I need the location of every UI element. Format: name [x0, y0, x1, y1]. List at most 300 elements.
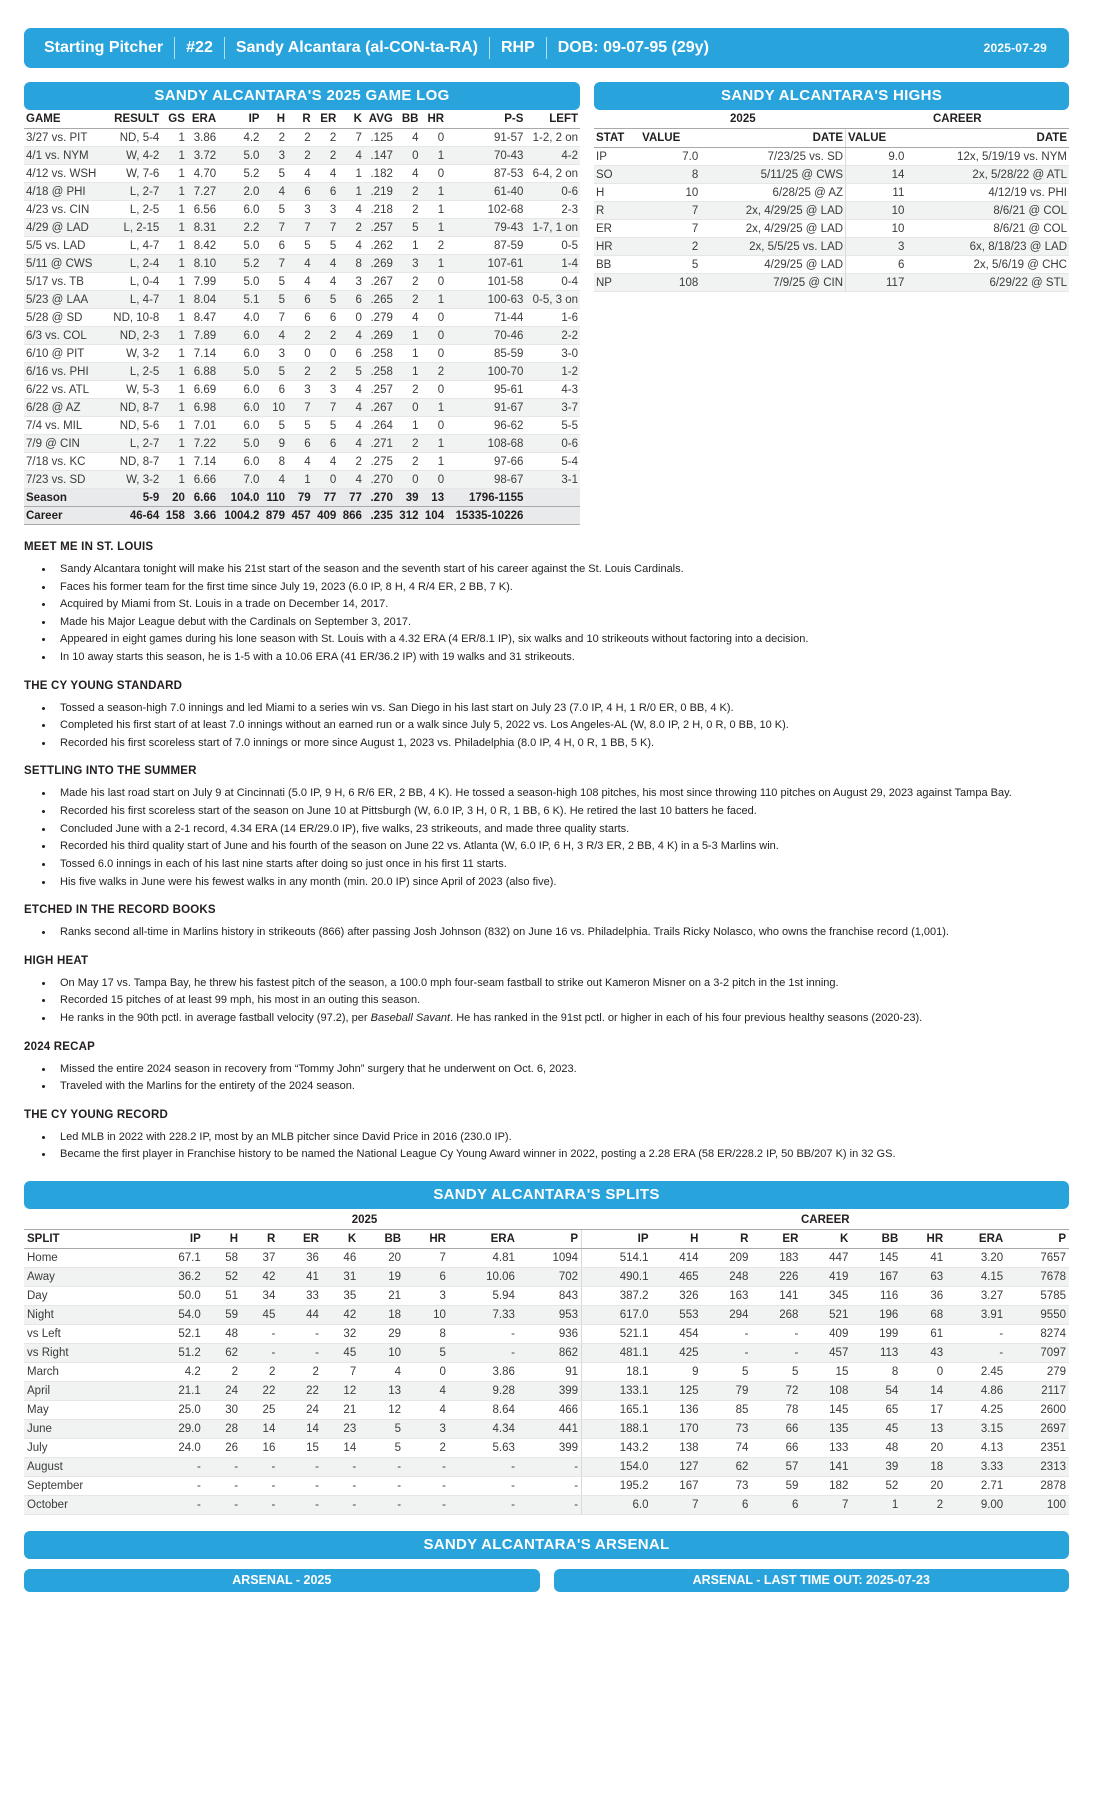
highs-cell: 2: [640, 238, 700, 256]
game-log-cell: 3-1: [525, 471, 580, 489]
splits-title: SANDY ALCANTARA'S SPLITS: [24, 1181, 1069, 1209]
splits-cell: -: [278, 1325, 322, 1344]
splits-cell: -: [241, 1496, 278, 1515]
game-log-cell: 6: [313, 309, 339, 327]
splits-cell: 135: [801, 1420, 851, 1439]
splits-cell: 457: [801, 1344, 851, 1363]
splits-cell: 5: [404, 1344, 449, 1363]
game-log-cell: 2: [287, 363, 313, 381]
game-log-cell: 1: [161, 453, 187, 471]
splits-cell: 17: [901, 1401, 946, 1420]
game-log-header-row: [24, 110, 580, 129]
game-log-cell: ND, 8-7: [106, 453, 161, 471]
splits-cell: 2600: [1006, 1401, 1069, 1420]
game-log-cell: 5.0: [218, 435, 261, 453]
splits-group-blank: [24, 1211, 147, 1230]
highs-cell: 10: [640, 184, 700, 202]
game-log-game: 7/18 vs. KC: [24, 453, 106, 471]
game-log-total-cell: 15335-10226: [446, 507, 525, 525]
splits-cell: 31: [322, 1268, 359, 1287]
game-log-cell: 1: [161, 147, 187, 165]
splits-cell: 521.1: [582, 1325, 652, 1344]
splits-cell: 2351: [1006, 1439, 1069, 1458]
splits-cell: 1: [851, 1496, 901, 1515]
splits-cell: 54.0: [147, 1306, 203, 1325]
splits-cell: 61: [901, 1325, 946, 1344]
game-log-col-bb: BB: [395, 110, 421, 129]
splits-group-2025: 2025: [147, 1211, 581, 1230]
splits-cell: 2313: [1006, 1458, 1069, 1477]
splits-cell: 91: [518, 1363, 582, 1382]
game-log-cell: 2: [338, 453, 364, 471]
game-log-cell: 5.1: [218, 291, 261, 309]
splits-cell: 52: [204, 1268, 241, 1287]
splits-cell: 7678: [1006, 1268, 1069, 1287]
game-log-cell: 0: [313, 471, 339, 489]
table-row: [24, 1401, 1069, 1420]
game-log-total-row: [24, 489, 580, 507]
game-log-cell: 4-2: [525, 147, 580, 165]
highs-stat-name: SO: [594, 166, 640, 184]
splits-cell: 2: [241, 1363, 278, 1382]
splits-cell: 387.2: [582, 1287, 652, 1306]
game-log-cell: 1: [420, 453, 446, 471]
table-row: [24, 129, 580, 147]
table-row: [24, 1287, 1069, 1306]
game-log-cell: 6.98: [187, 399, 218, 417]
game-log-cell: 7.99: [187, 273, 218, 291]
splits-cell: 170: [652, 1420, 702, 1439]
splits-cell: 24.0: [147, 1439, 203, 1458]
game-log-total-cell: 312: [395, 507, 421, 525]
splits-cell: 45: [851, 1420, 901, 1439]
game-log-total-cell: 866: [338, 507, 364, 525]
game-log-cell: 0: [395, 399, 421, 417]
game-log-cell: 6.0: [218, 399, 261, 417]
game-log-cell: 61-40: [446, 183, 525, 201]
splits-cell: 18: [359, 1306, 404, 1325]
game-log-cell: 4: [287, 273, 313, 291]
splits-cell: 133: [801, 1439, 851, 1458]
list-item: • Became the first player in Franchise history to be named the National League Cy Young Award winner in 2022, posting a 2.28 ERA (58 ER/228.2 IP, 50 BB/207 K) in 32 GS.: [54, 1147, 1069, 1163]
splits-row-label: July: [24, 1439, 147, 1458]
game-log-col-k: K: [338, 110, 364, 129]
splits-cell: 19: [359, 1268, 404, 1287]
note-block: [24, 765, 1069, 890]
table-row: [24, 453, 580, 471]
game-log-cell: 7.01: [187, 417, 218, 435]
splits-cell: 9: [652, 1363, 702, 1382]
game-log-cell: 1-4: [525, 255, 580, 273]
highs-body: [594, 148, 1069, 292]
table-row: [24, 273, 580, 291]
splits-cell: -: [404, 1458, 449, 1477]
game-log-cell: 5: [261, 291, 287, 309]
splits-cell: 28: [204, 1420, 241, 1439]
highs-stat-name: R: [594, 202, 640, 220]
splits-cell: 2: [901, 1496, 946, 1515]
table-row: [24, 291, 580, 309]
notes-section: [24, 541, 1069, 1163]
splits-cell: -: [359, 1477, 404, 1496]
game-log-cell: W, 3-2: [106, 345, 161, 363]
highs-panel: [594, 82, 1069, 292]
splits-col-14-k: K: [801, 1230, 851, 1249]
game-log-cell: .257: [364, 219, 395, 237]
game-log-cell: 4: [338, 147, 364, 165]
game-log-cell: 8.42: [187, 237, 218, 255]
game-log-cell: 6: [261, 237, 287, 255]
highs-stat-name: HR: [594, 238, 640, 256]
game-log-cell: .257: [364, 381, 395, 399]
splits-cell: 1094: [518, 1249, 582, 1268]
source-name: Baseball Savant: [370, 1011, 451, 1024]
game-log-cell: 0: [287, 345, 313, 363]
game-log-cell: 5: [313, 417, 339, 435]
splits-cell: 465: [652, 1268, 702, 1287]
splits-cell: 399: [518, 1382, 582, 1401]
splits-cell: 41: [901, 1249, 946, 1268]
game-log-cell: 5-5: [525, 417, 580, 435]
game-log-cell: ND, 8-7: [106, 399, 161, 417]
game-log-cell: 4: [313, 273, 339, 291]
game-log-cell: 1: [161, 309, 187, 327]
note-block: [24, 1041, 1069, 1095]
game-log-cell: 100-70: [446, 363, 525, 381]
list-item: • Tossed a season-high 7.0 innings and led Miami to a series win vs. San Diego in his last start on July 23 (7.0 IP, 4 H, 1 R/0 ER, 0 BB, 4 K).: [54, 701, 1069, 717]
game-log-cell: 7.0: [218, 471, 261, 489]
game-log-cell: 100-63: [446, 291, 525, 309]
splits-header-row: [24, 1230, 1069, 1249]
game-log-cell: 8: [338, 255, 364, 273]
splits-cell: 8274: [1006, 1325, 1069, 1344]
player-throwing-hand: RHP: [500, 39, 535, 56]
splits-cell: 3.15: [946, 1420, 1006, 1439]
table-row: [24, 1420, 1069, 1439]
splits-cell: 36: [278, 1249, 322, 1268]
splits-cell: 22: [278, 1382, 322, 1401]
game-log-cell: 95-61: [446, 381, 525, 399]
game-log-cell: 7.89: [187, 327, 218, 345]
splits-cell: 67.1: [147, 1249, 203, 1268]
splits-cell: 14: [241, 1420, 278, 1439]
game-log-col-result: RESULT: [106, 110, 161, 129]
table-row: [24, 1477, 1069, 1496]
game-log-total-cell: 13: [420, 489, 446, 507]
game-log-cell: 3-0: [525, 345, 580, 363]
highs-stat-name: ER: [594, 220, 640, 238]
splits-cell: 18: [901, 1458, 946, 1477]
game-log-cell: 91-57: [446, 129, 525, 147]
splits-cell: 141: [801, 1458, 851, 1477]
splits-cell: 936: [518, 1325, 582, 1344]
game-log-cell: ND, 2-3: [106, 327, 161, 345]
game-log-cell: 4: [287, 165, 313, 183]
game-log-total-cell: 879: [261, 507, 287, 525]
game-log-cell: 0: [420, 165, 446, 183]
game-log-cell: 0: [420, 345, 446, 363]
game-log-col-er: ER: [313, 110, 339, 129]
splits-cell: 21: [322, 1401, 359, 1420]
splits-col-13-er: ER: [751, 1230, 801, 1249]
game-log-cell: 4: [261, 471, 287, 489]
game-log-col-p-s: P-S: [446, 110, 525, 129]
splits-cell: 414: [652, 1249, 702, 1268]
splits-cell: 3.33: [946, 1458, 1006, 1477]
splits-cell: -: [518, 1458, 582, 1477]
game-log-cell: .219: [364, 183, 395, 201]
list-item: • Faces his former team for the first time since July 19, 2023 (6.0 IP, 8 H, 4 R/4 ER, 2 BB, 7 K).: [54, 580, 1069, 596]
game-log-cell: 6: [287, 435, 313, 453]
game-log-cell: 1: [395, 237, 421, 255]
splits-cell: 125: [652, 1382, 702, 1401]
game-log-game: 5/23 @ LAA: [24, 291, 106, 309]
highs-col-3: VALUE: [846, 129, 907, 148]
game-log-cell: 5.2: [218, 255, 261, 273]
splits-cell: 78: [751, 1401, 801, 1420]
highs-cell: 10: [846, 220, 907, 238]
game-log-total-cell: 46-64: [106, 507, 161, 525]
game-log-cell: 1: [420, 147, 446, 165]
game-log-cell: 0: [420, 273, 446, 291]
note-bullet-list: [54, 1062, 1069, 1095]
game-log-col-gs: GS: [161, 110, 187, 129]
table-row: [24, 345, 580, 363]
highs-stat-name: IP: [594, 148, 640, 166]
table-row: [24, 435, 580, 453]
splits-cell: 42: [241, 1268, 278, 1287]
splits-cell: -: [147, 1477, 203, 1496]
highs-cell: 4/12/19 vs. PHI: [906, 184, 1069, 202]
game-log-cell: 2: [287, 147, 313, 165]
game-log-cell: 4.0: [218, 309, 261, 327]
splits-row-label: Day: [24, 1287, 147, 1306]
note-title: MEET ME IN ST. LOUIS: [24, 541, 154, 553]
splits-cell: 100: [1006, 1496, 1069, 1515]
highs-cell: 2x, 4/29/25 @ LAD: [700, 202, 845, 220]
game-log-total-label: Career: [24, 507, 106, 525]
game-log-cell: 1: [161, 327, 187, 345]
splits-cell: 2.71: [946, 1477, 1006, 1496]
splits-row-label: vs Left: [24, 1325, 147, 1344]
game-log-total-cell: .270: [364, 489, 395, 507]
splits-cell: 13: [901, 1420, 946, 1439]
list-item: • Recorded his first scoreless start of 7.0 innings or more since August 1, 2023 vs. Philadelphia (8.0 IP, 4 H, 0 R, 1 BB, 5 K).: [54, 736, 1069, 752]
splits-col-15-bb: BB: [851, 1230, 901, 1249]
splits-cell: 26: [204, 1439, 241, 1458]
splits-cell: 141: [751, 1287, 801, 1306]
splits-cell: -: [359, 1496, 404, 1515]
splits-cell: -: [701, 1325, 751, 1344]
game-log-cell: 8.04: [187, 291, 218, 309]
splits-cell: 8.64: [449, 1401, 518, 1420]
game-log-cell: 4: [338, 327, 364, 345]
game-log-col-hr: HR: [420, 110, 446, 129]
splits-cell: 6: [701, 1496, 751, 1515]
splits-cell: 2: [278, 1363, 322, 1382]
list-item: • Recorded his first scoreless start of the season on June 10 at Pittsburgh (W, 6.0 IP, 3 H, 0 R, 1 BB, 6 K). He retired the last 10 batters he faced.: [54, 804, 1069, 820]
game-log-cell: 6.69: [187, 381, 218, 399]
game-log-total-row: [24, 507, 580, 525]
splits-cell: 702: [518, 1268, 582, 1287]
game-log-total-cell: 20: [161, 489, 187, 507]
player-header-banner: [24, 28, 1069, 68]
game-log-cell: L, 0-4: [106, 273, 161, 291]
game-log-cell: 7.14: [187, 345, 218, 363]
game-log-cell: .125: [364, 129, 395, 147]
splits-cell: 143.2: [582, 1439, 652, 1458]
game-log-cell: 2: [313, 147, 339, 165]
game-log-cell: 8.31: [187, 219, 218, 237]
splits-col-9-p: P: [518, 1230, 582, 1249]
splits-cell: 4.81: [449, 1249, 518, 1268]
splits-cell: 10: [359, 1344, 404, 1363]
game-log-cell: 6-4, 2 on: [525, 165, 580, 183]
highs-cell: 7.0: [640, 148, 700, 166]
game-log-cell: ND, 5-6: [106, 417, 161, 435]
splits-cell: 8: [404, 1325, 449, 1344]
splits-cell: 953: [518, 1306, 582, 1325]
game-log-game: 6/16 vs. PHI: [24, 363, 106, 381]
note-block: [24, 904, 1069, 941]
game-log-total-label: Season: [24, 489, 106, 507]
game-log-cell: 3: [313, 201, 339, 219]
splits-row-label: June: [24, 1420, 147, 1439]
list-item: • Tossed 6.0 innings in each of his last nine starts after doing so just once in his first 11 starts.: [54, 857, 1069, 873]
arsenal-last-out-pill: ARSENAL - LAST TIME OUT: 2025-07-23: [554, 1569, 1070, 1592]
splits-col-12-r: R: [701, 1230, 751, 1249]
game-log-game: 4/1 vs. NYM: [24, 147, 106, 165]
game-log-cell: 1-6: [525, 309, 580, 327]
splits-cell: -: [449, 1325, 518, 1344]
splits-cell: 441: [518, 1420, 582, 1439]
splits-cell: 481.1: [582, 1344, 652, 1363]
splits-cell: -: [278, 1458, 322, 1477]
splits-cell: 3: [404, 1287, 449, 1306]
splits-cell: 3.91: [946, 1306, 1006, 1325]
game-log-cell: 1: [161, 129, 187, 147]
splits-cell: 48: [204, 1325, 241, 1344]
splits-table: [24, 1211, 1069, 1515]
splits-cell: 196: [851, 1306, 901, 1325]
splits-cell: -: [359, 1458, 404, 1477]
arsenal-panel: [24, 1531, 1069, 1592]
game-log-cell: 1: [161, 291, 187, 309]
game-log-cell: 7: [261, 255, 287, 273]
game-log-cell: 2: [395, 453, 421, 471]
game-log-cell: 7.22: [187, 435, 218, 453]
game-log-cell: ND, 5-4: [106, 129, 161, 147]
game-log-cell: 7.27: [187, 183, 218, 201]
game-log-cell: 2: [287, 327, 313, 345]
game-log-cell: 70-43: [446, 147, 525, 165]
game-log-cell: 2: [420, 237, 446, 255]
note-bullet-list: [54, 701, 1069, 752]
splits-cell: 2: [204, 1363, 241, 1382]
game-log-cell: 1-2: [525, 363, 580, 381]
splits-cell: 43: [901, 1344, 946, 1363]
table-row: [24, 183, 580, 201]
game-log-cell: 1: [161, 363, 187, 381]
splits-cell: 7: [652, 1496, 702, 1515]
game-log-cell: 2: [261, 129, 287, 147]
table-row: [24, 399, 580, 417]
splits-cell: -: [241, 1325, 278, 1344]
game-log-cell: 6: [287, 183, 313, 201]
game-log-cell: 5: [395, 219, 421, 237]
splits-cell: 54: [851, 1382, 901, 1401]
game-log-game: 5/28 @ SD: [24, 309, 106, 327]
splits-cell: 345: [801, 1287, 851, 1306]
splits-cell: 58: [204, 1249, 241, 1268]
splits-row-label: October: [24, 1496, 147, 1515]
splits-cell: 57: [751, 1458, 801, 1477]
splits-cell: 79: [701, 1382, 751, 1401]
game-log-cell: 107-61: [446, 255, 525, 273]
game-log-cell: 5: [261, 363, 287, 381]
game-log-cell: 4: [261, 183, 287, 201]
game-log-cell: 0-6: [525, 183, 580, 201]
table-row: [24, 1249, 1069, 1268]
splits-cell: 24: [204, 1382, 241, 1401]
highs-cell: 9.0: [846, 148, 907, 166]
game-log-cell: 6.66: [187, 471, 218, 489]
splits-row-label: September: [24, 1477, 147, 1496]
splits-cell: 24: [278, 1401, 322, 1420]
splits-cell: 2.45: [946, 1363, 1006, 1382]
splits-cell: 41: [278, 1268, 322, 1287]
splits-cell: 9.28: [449, 1382, 518, 1401]
game-log-cell: .269: [364, 255, 395, 273]
game-log-cell: 1: [395, 327, 421, 345]
table-row: [24, 1325, 1069, 1344]
splits-cell: -: [449, 1344, 518, 1363]
game-log-cell: 4: [287, 453, 313, 471]
game-log-cell: 2: [287, 129, 313, 147]
highs-cell: 10: [846, 202, 907, 220]
splits-cell: 108: [801, 1382, 851, 1401]
game-log-cell: 2: [313, 327, 339, 345]
player-dob: DOB: 09-07-95 (29y): [557, 39, 709, 56]
game-log-cell: 6.0: [218, 417, 261, 435]
splits-col-10-ip: IP: [582, 1230, 652, 1249]
game-log-cell: .147: [364, 147, 395, 165]
splits-cell: 843: [518, 1287, 582, 1306]
list-item: • Recorded 15 pitches of at least 99 mph, his most in an outing this season.: [54, 993, 1069, 1009]
table-row: [24, 237, 580, 255]
table-row: [594, 184, 1069, 202]
game-log-cell: 0-5: [525, 237, 580, 255]
splits-cell: 5: [359, 1439, 404, 1458]
splits-cell: 136: [652, 1401, 702, 1420]
splits-cell: 409: [801, 1325, 851, 1344]
table-row: [24, 147, 580, 165]
game-log-total-cell: 1796-1155: [446, 489, 525, 507]
highs-cell: 6/29/22 @ STL: [906, 274, 1069, 292]
splits-cell: 4.34: [449, 1420, 518, 1439]
splits-cell: 116: [851, 1287, 901, 1306]
highs-col-4: DATE: [906, 129, 1069, 148]
game-log-cell: 6.0: [218, 201, 261, 219]
game-log-cell: 5.0: [218, 363, 261, 381]
highs-table: [594, 110, 1069, 292]
splits-cell: 167: [851, 1268, 901, 1287]
table-row: [24, 1382, 1069, 1401]
splits-cell: 279: [1006, 1363, 1069, 1382]
splits-cell: 3.27: [946, 1287, 1006, 1306]
game-log-cell: 1: [420, 399, 446, 417]
game-log-total-cell: 5-9: [106, 489, 161, 507]
